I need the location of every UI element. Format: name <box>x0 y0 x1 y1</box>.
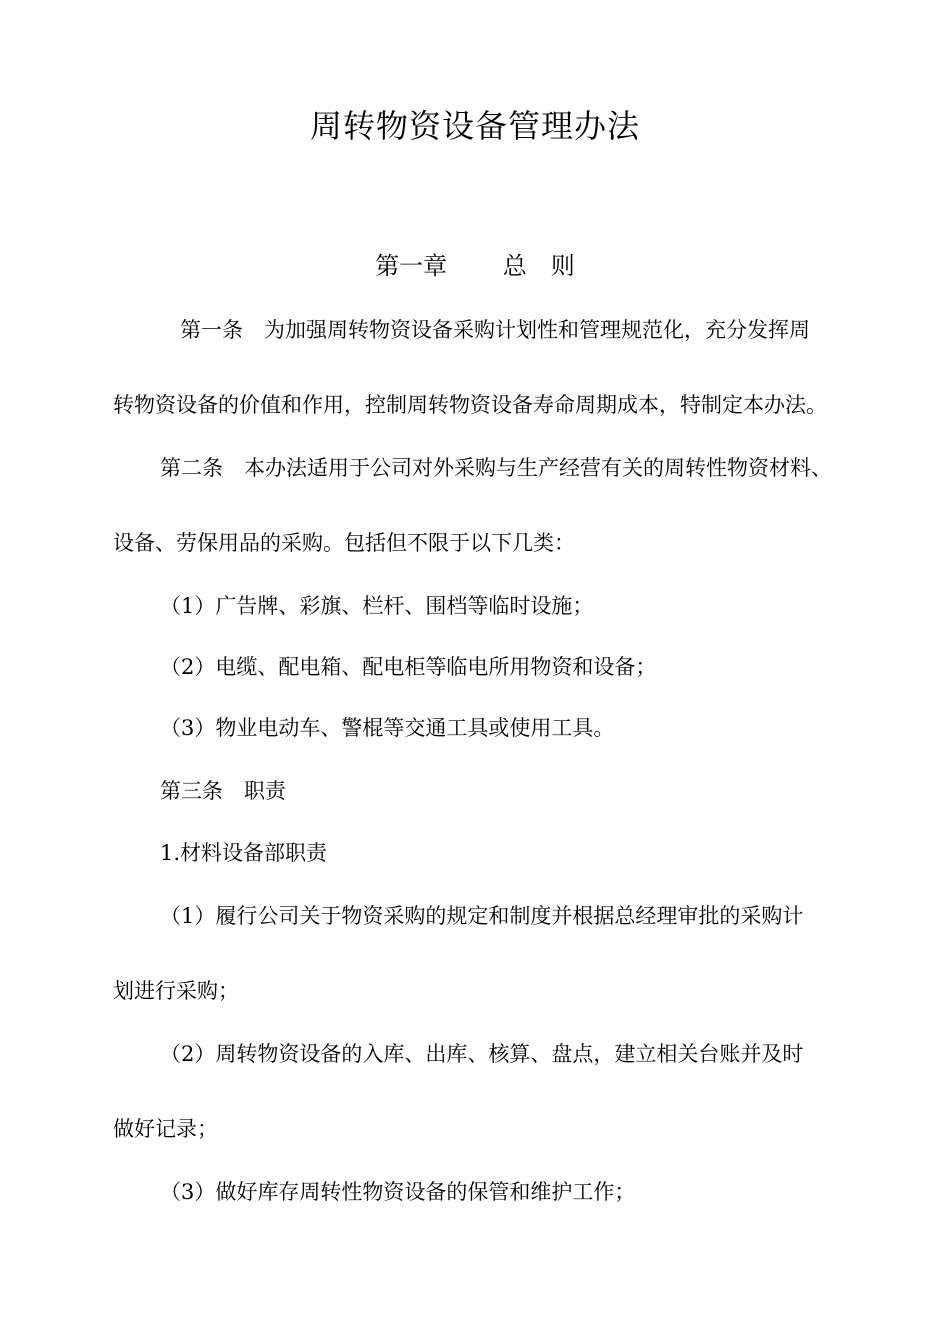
chapter-heading: 第一章 总 则 <box>375 252 575 280</box>
list-item-3: （3）物业电动车、警棍等交通工具或使用工具。 <box>160 716 615 740</box>
duty-2-line-2: 做好记录； <box>113 1117 218 1141</box>
list-item-2: （2）电缆、配电箱、配电柜等临电所用物资和设备； <box>160 655 657 679</box>
duty-2-line-1: （2）周转物资设备的入库、出库、核算、盘点，建立相关台账并及时 <box>160 1042 804 1066</box>
list-item-1: （1）广告牌、彩旗、栏杆、围档等临时设施； <box>160 594 594 618</box>
article-2-line-2: 设备、劳保用品的采购。包括但不限于以下几类： <box>113 531 575 555</box>
duty-1-line-2: 划进行采购； <box>113 979 239 1003</box>
article-3-heading: 第三条 职责 <box>160 779 286 803</box>
section-heading-materials-dept: 1.材料设备部职责 <box>160 841 328 865</box>
duty-3-line-1: （3）做好库存周转性物资设备的保管和维护工作； <box>160 1180 636 1204</box>
article-1-line-2: 转物资设备的价值和作用，控制周转物资设备寿命周期成本，特制定本办法。 <box>113 393 827 417</box>
article-2-line-1: 第二条 本办法适用于公司对外采购与生产经营有关的周转性物资材料、 <box>160 456 832 480</box>
article-1-line-1: 第一条 为加强周转物资设备采购计划性和管理规范化，充分发挥周 <box>180 318 810 342</box>
document-title: 周转物资设备管理办法 <box>309 107 640 145</box>
duty-1-line-1: （1）履行公司关于物资采购的规定和制度并根据总经理审批的采购计 <box>160 904 804 928</box>
